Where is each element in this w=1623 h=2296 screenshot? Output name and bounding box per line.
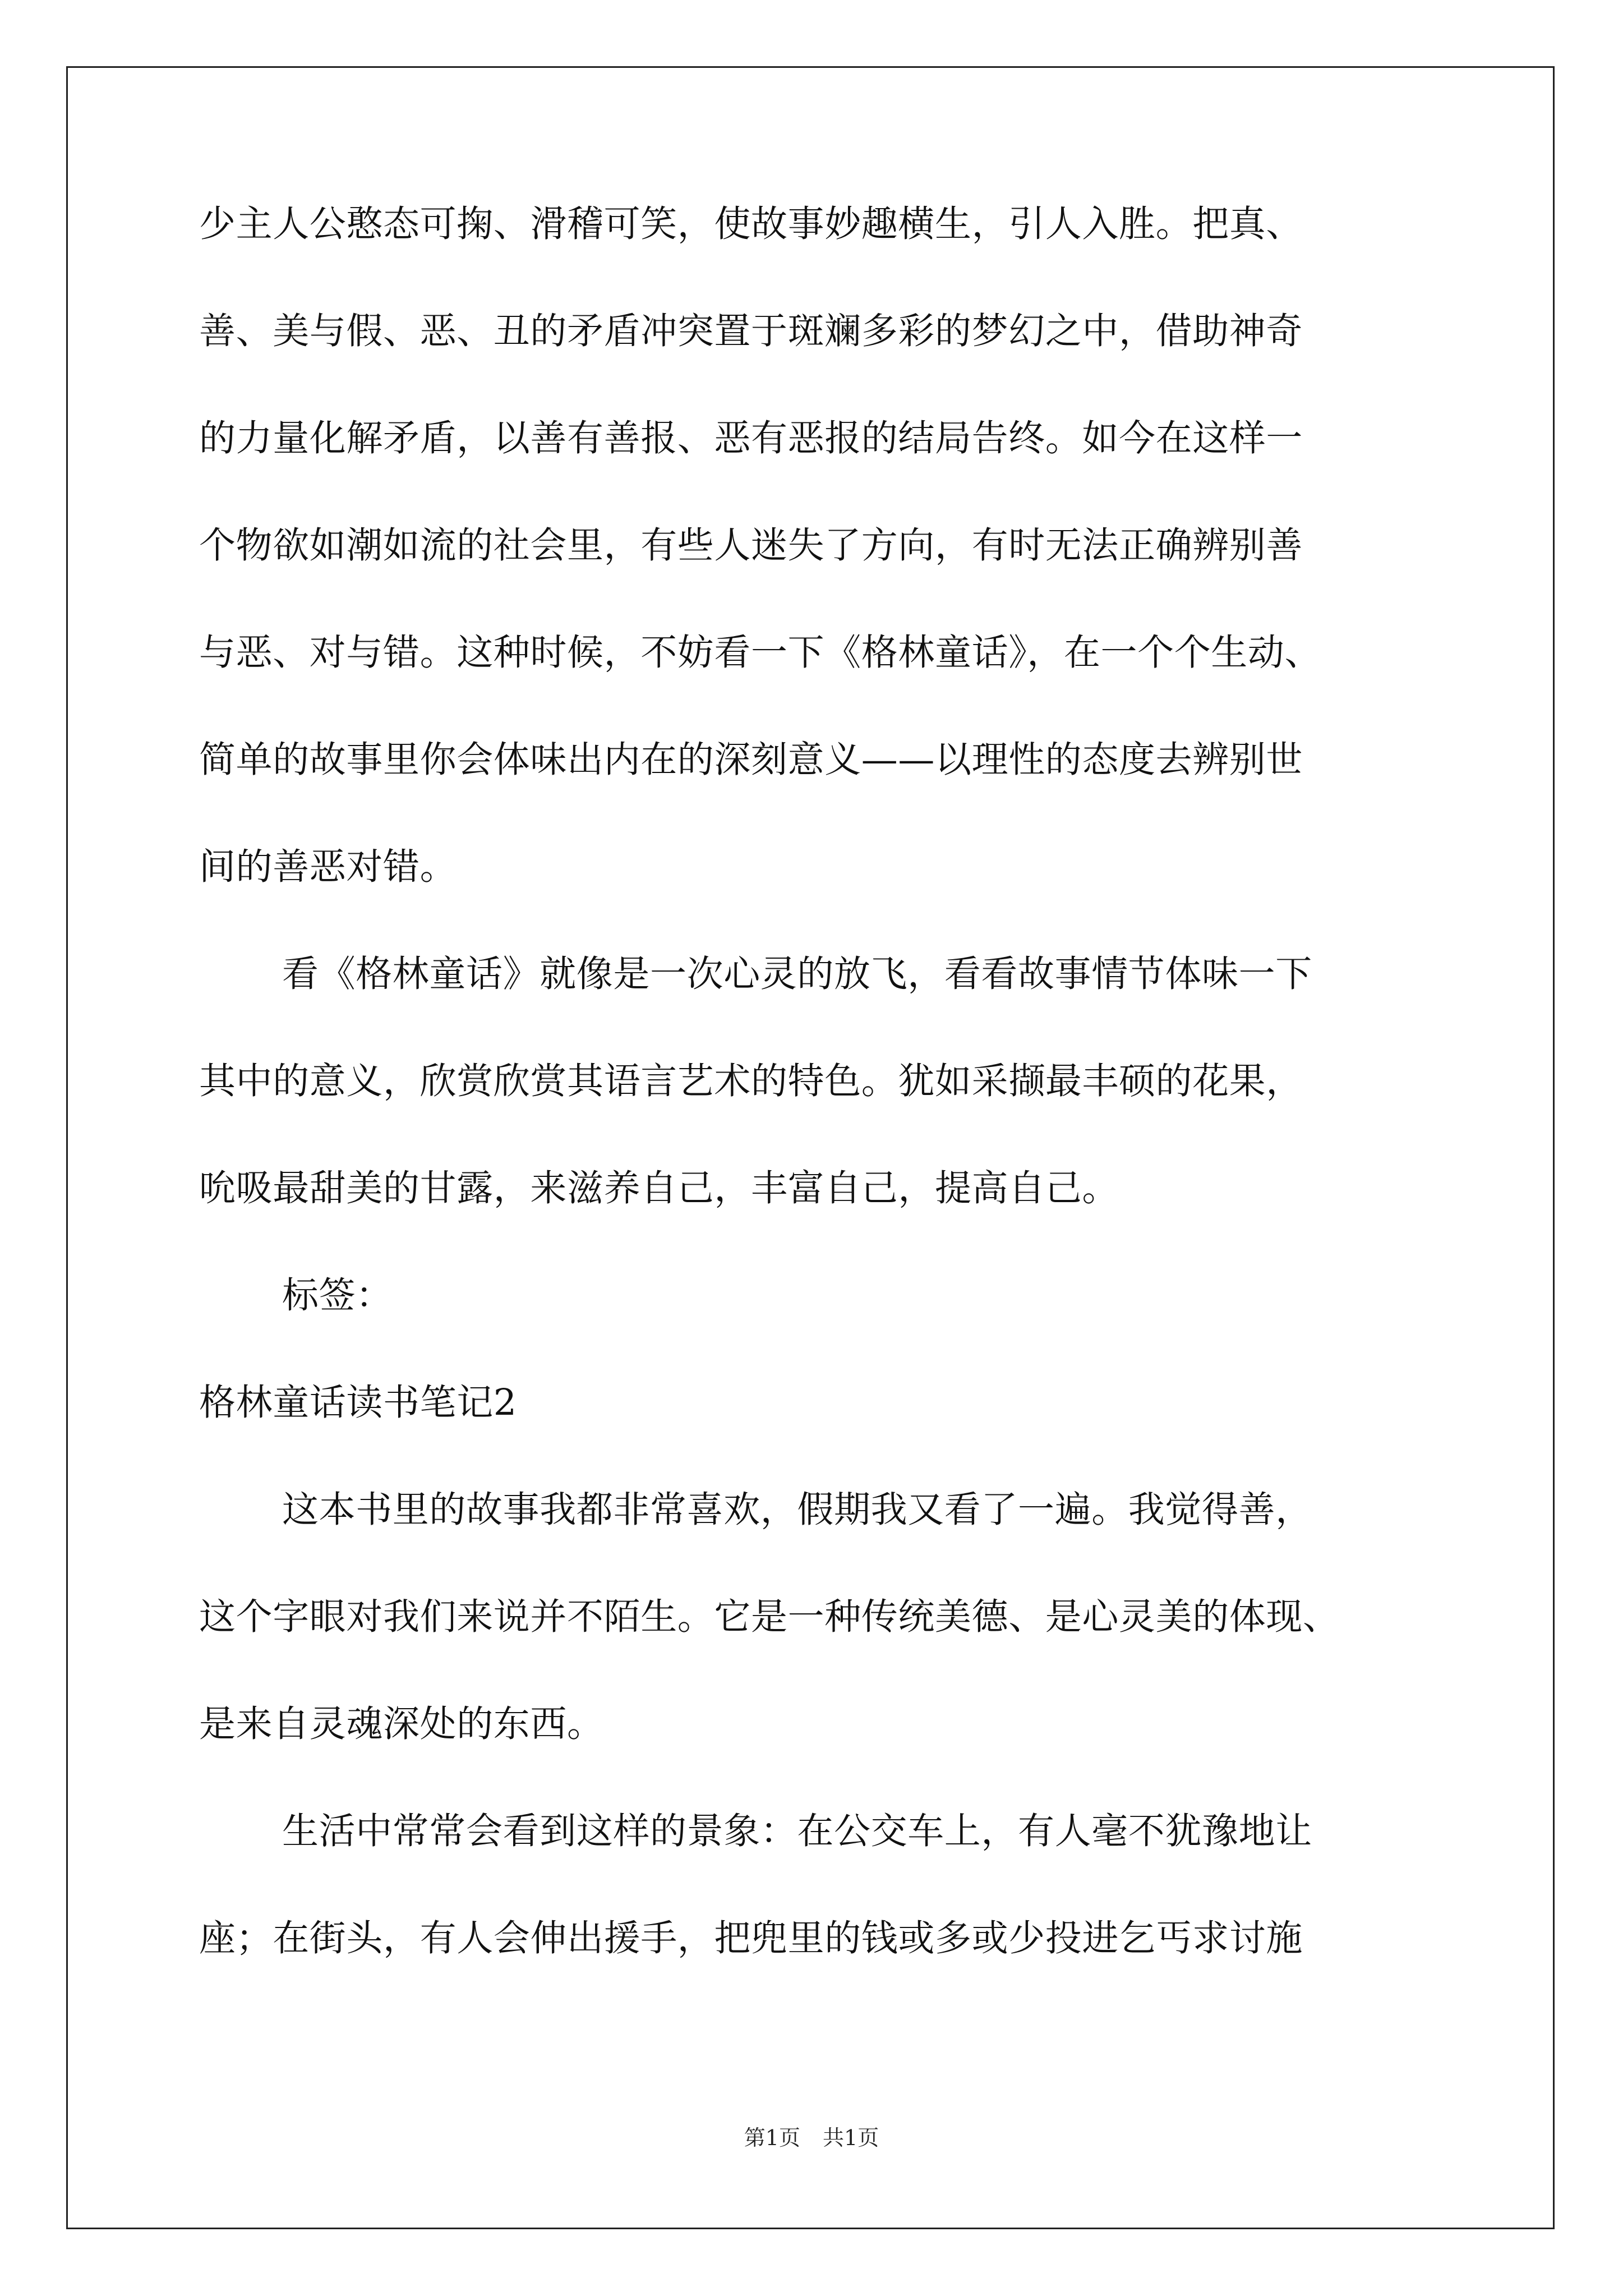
text-line: 与恶、对与错。这种时候，不妨看一下《格林童话》，在一个个生动、 (199, 632, 1322, 674)
text-line: 简单的故事里你会体味出内在的深刻意义——以理性的态度去辨别世 (199, 739, 1303, 781)
text-line: 个物欲如潮如流的社会里，有些人迷失了方向，有时无法正确辨别善 (199, 524, 1303, 567)
page-total: 共1页 (823, 2125, 879, 2150)
text-line: 座；在街头，有人会伸出援手，把兜里的钱或多或少投进乞丐求讨施 (199, 1917, 1303, 1959)
section-heading: 格林童话读书笔记2 (199, 1382, 517, 1424)
text-line: 吮吸最甜美的甘露，来滋养自己，丰富自己，提高自己。 (199, 1167, 1119, 1209)
paragraph-first-line: 这本书里的故事我都非常喜欢，假期我又看了一遍。我觉得善， (282, 1489, 1312, 1531)
page-footer (0, 2120, 1623, 2151)
text-line: 这个字眼对我们来说并不陌生。它是一种传统美德、是心灵美的体现、 (199, 1596, 1340, 1638)
paragraph-first-line: 生活中常常会看到这样的景象：在公交车上，有人毫不犹豫地让 (282, 1810, 1312, 1852)
tags-label: 标签： (282, 1274, 393, 1317)
page-border (66, 66, 1555, 2229)
text-line: 的力量化解矛盾，以善有善报、恶有恶报的结局告终。如今在这样一 (199, 417, 1303, 459)
paragraph-first-line: 看《格林童话》就像是一次心灵的放飞，看看故事情节体味一下 (282, 953, 1312, 995)
text-line: 间的善恶对错。 (199, 846, 457, 888)
text-line: 其中的意义，欣赏欣赏其语言艺术的特色。犹如采撷最丰硕的花果， (199, 1060, 1303, 1102)
text-line: 是来自灵魂深处的东西。 (199, 1703, 604, 1745)
text-line: 善、美与假、恶、丑的矛盾冲突置于斑斓多彩的梦幻之中，借助神奇 (199, 310, 1303, 352)
page-number: 第1页 (744, 2125, 800, 2150)
text-line: 少主人公憨态可掬、滑稽可笑，使故事妙趣横生，引人入胜。把真、 (199, 203, 1303, 245)
